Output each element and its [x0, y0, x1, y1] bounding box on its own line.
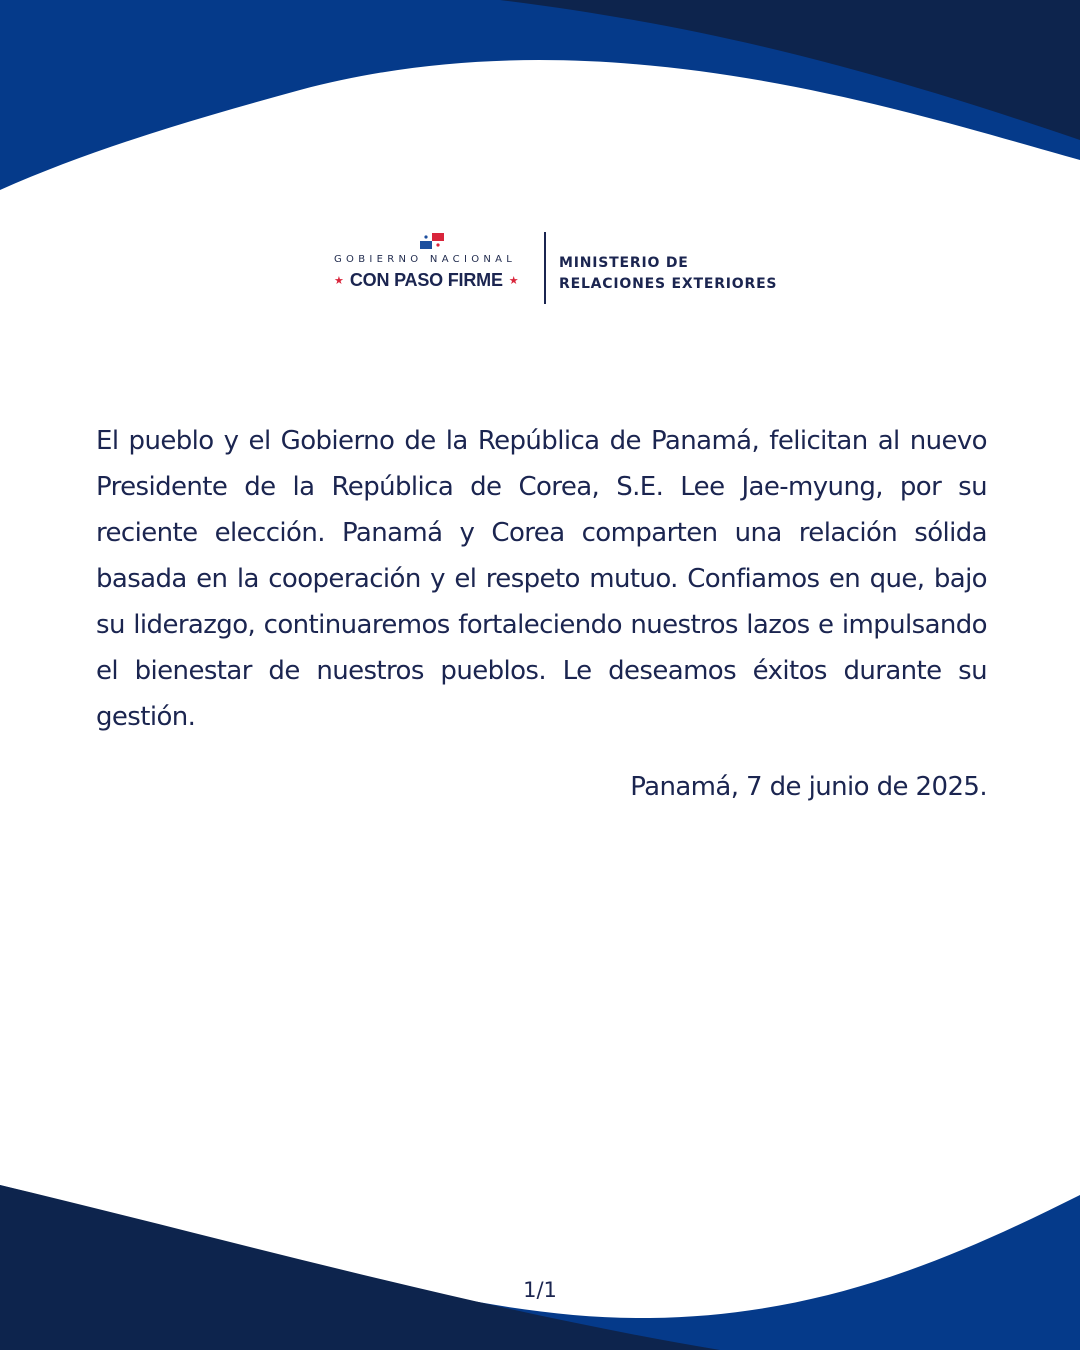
statement-date: Panamá, 7 de junio de 2025.: [630, 772, 987, 802]
ministerio-line-1: MINISTERIO DE: [559, 255, 689, 271]
ministerio-line-2: RELACIONES EXTERIORES: [559, 276, 778, 292]
gobierno-nacional-logo: [330, 230, 535, 306]
panama-flag-icon: [420, 233, 444, 249]
star-icon: ★: [508, 274, 519, 287]
con-paso-firme-text: CON PASO FIRME: [349, 270, 503, 290]
header-logo: [330, 230, 800, 306]
star-icon: ★: [334, 274, 344, 287]
ministerio-title: [559, 253, 777, 295]
con-paso-firme-line: [334, 270, 519, 291]
statement-body: El pueblo y el Gobierno de la República de Panamá, felicitan al nuevo Presidente de la República de Corea, S.E. Lee Jae-myung, por su reciente elección. Panamá y Corea comparten una relación sólida basada en la cooperación y el respeto mutuo. Confiamos en que, bajo su liderazgo, continuaremos fortaleciendo nuestros lazos e impulsando el bienestar de nuestros pueblos. Le deseamos éxitos durante su gestión.: [96, 426, 987, 732]
page-indicator: 1/1: [523, 1278, 557, 1302]
gobierno-nacional-text: GOBIERNO NACIONAL: [334, 254, 517, 265]
logo-divider: [544, 232, 546, 304]
